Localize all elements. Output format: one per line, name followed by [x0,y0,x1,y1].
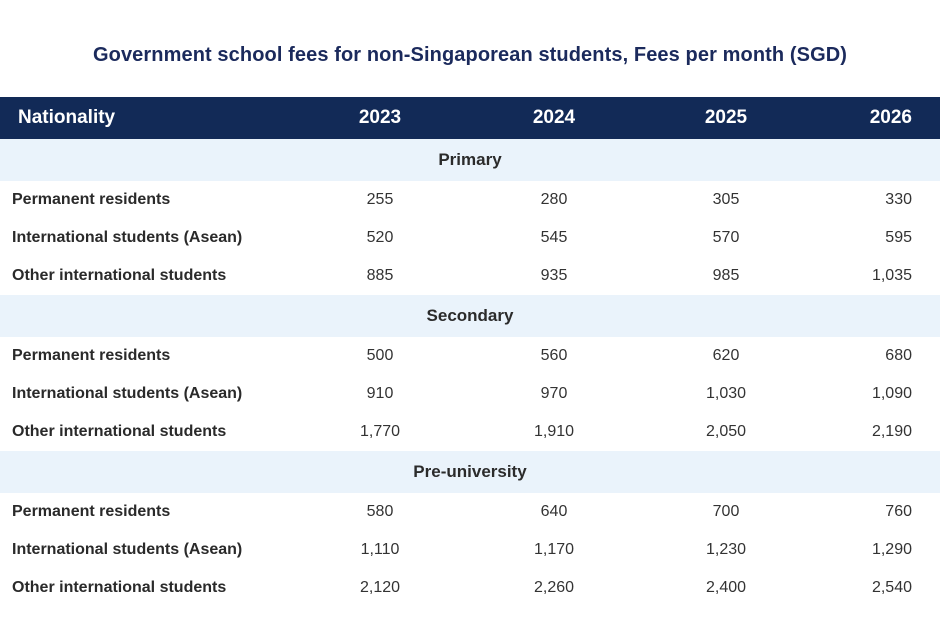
cell-value: 620 [712,347,740,364]
table-header-row [0,97,940,139]
cell-value: 2,260 [533,579,575,596]
section-row-secondary [0,295,940,337]
cell-value: 1,035 [871,267,912,284]
cell-value: 2,400 [705,579,747,596]
table-row [0,181,940,219]
cell-value: 280 [540,191,568,208]
column-header-2024: 2024 [532,107,576,128]
table-row [0,569,940,607]
fees-table [0,97,940,607]
cell-value: 680 [885,347,912,364]
cell-value: 1,910 [533,423,575,440]
cell-value: 2,050 [705,423,747,440]
row-label: Other international students [12,267,227,284]
cell-value: 935 [540,267,568,284]
section-title: Primary [438,150,502,169]
cell-value: 1,170 [533,541,575,558]
row-label: International students (Asean) [12,385,243,402]
section-title: Secondary [426,306,514,325]
table-row [0,337,940,375]
row-label: Other international students [12,579,227,596]
column-header-2026: 2026 [869,107,912,128]
cell-value: 910 [366,385,394,402]
row-label: Other international students [12,423,227,440]
table-row [0,413,940,451]
cell-value: 760 [885,503,912,520]
cell-value: 640 [540,503,568,520]
cell-value: 985 [712,267,740,284]
cell-value: 330 [885,191,912,208]
cell-value: 1,290 [871,541,912,558]
table-row [0,375,940,413]
cell-value: 305 [712,191,740,208]
column-header-2025: 2025 [704,107,748,128]
cell-value: 560 [540,347,568,364]
row-label: Permanent residents [12,191,171,208]
cell-value: 970 [540,385,568,402]
cell-value: 2,120 [359,579,401,596]
cell-value: 580 [366,503,394,520]
column-header-2023: 2023 [358,107,402,128]
cell-value: 2,540 [871,579,912,596]
cell-value: 255 [366,191,394,208]
cell-value: 2,190 [871,423,912,440]
cell-value: 570 [712,229,740,246]
cell-value: 1,110 [360,541,400,558]
cell-value: 595 [885,229,912,246]
table-row [0,493,940,531]
cell-value: 885 [366,267,394,284]
row-label: Permanent residents [12,503,171,520]
cell-value: 1,230 [705,541,747,558]
section-row-pre-university [0,451,940,493]
table-title: Government school fees for non-Singaporean students, Fees per month (SGD) [92,44,848,66]
table-row [0,219,940,257]
cell-value: 700 [712,503,740,520]
cell-value: 520 [366,229,394,246]
cell-value: 1,030 [705,385,747,402]
cell-value: 1,090 [871,385,912,402]
row-label: Permanent residents [12,347,171,364]
cell-value: 500 [366,347,394,364]
row-label: International students (Asean) [12,541,243,558]
section-title: Pre-university [413,462,527,481]
cell-value: 545 [540,229,568,246]
cell-value: 1,770 [359,423,401,440]
section-row-primary [0,139,940,181]
row-label: International students (Asean) [12,229,243,246]
table-row [0,531,940,569]
table-row [0,257,940,295]
column-header-nationality: Nationality [18,107,116,128]
